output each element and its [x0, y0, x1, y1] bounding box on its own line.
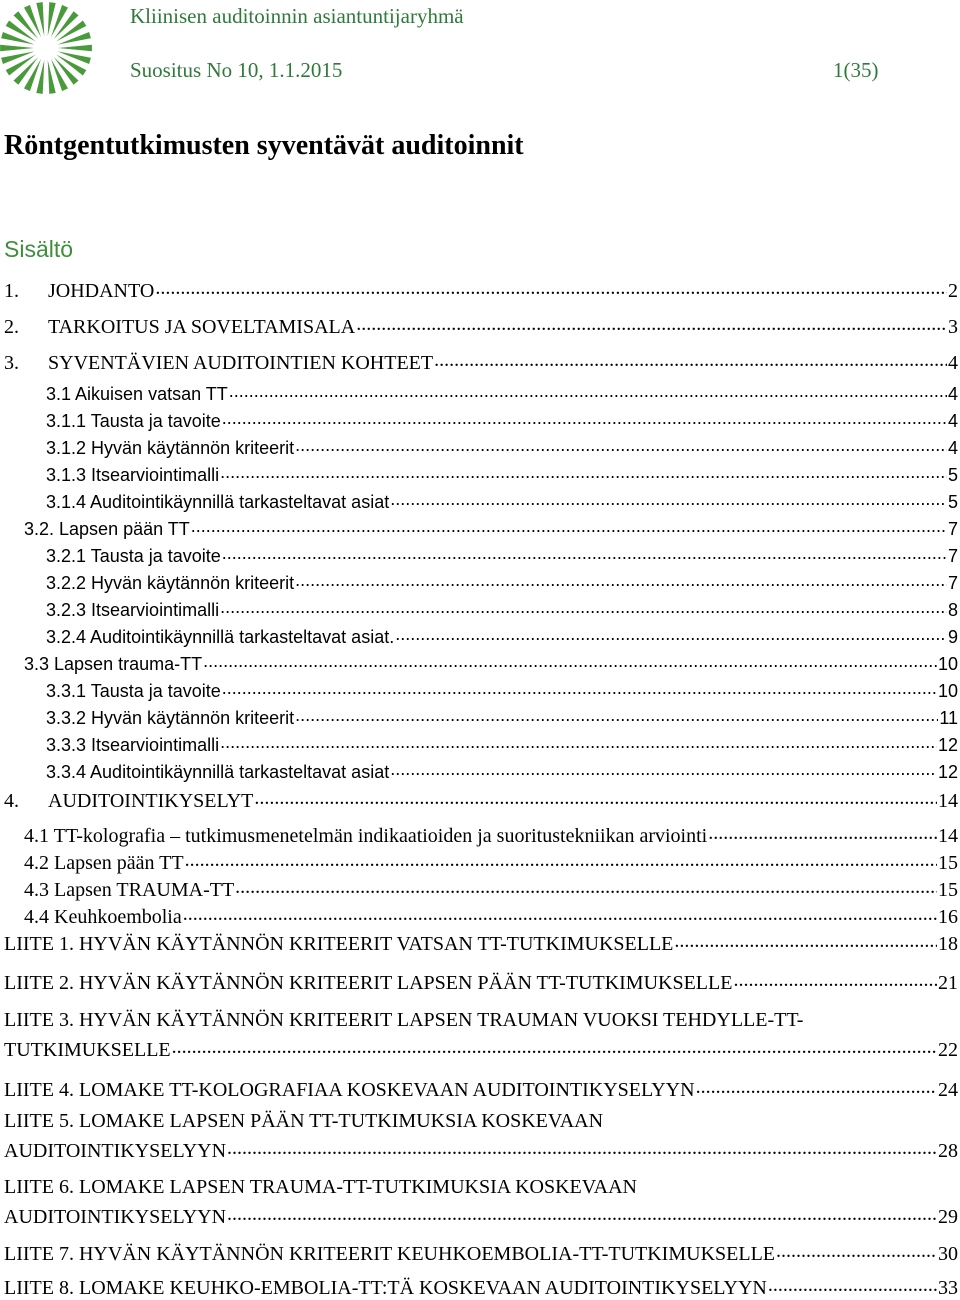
toc-entry-label: LIITE 4. LOMAKE TT-KOLOGRAFIAA KOSKEVAAN AUDITOINTIKYSELYYN [4, 1079, 695, 1101]
toc-dot-leader [227, 1203, 937, 1223]
toc-entry[interactable] [24, 517, 958, 540]
toc-entry-number: 4. [4, 790, 19, 812]
toc-entry-label: 3.1.1 Tausta ja tavoite [46, 411, 221, 431]
page-indicator: 1(35) [833, 58, 879, 82]
toc-entry[interactable] [4, 930, 958, 953]
toc-dot-leader [254, 787, 937, 807]
toc-entry[interactable] [46, 463, 958, 486]
toc-entry[interactable] [46, 733, 958, 756]
toc-entry[interactable] [46, 544, 958, 567]
toc-entry-page: 8 [947, 600, 958, 620]
recommendation-number: Suositus No 10, 1.1.2015 [130, 58, 343, 82]
toc-entry-label: LIITE 8. LOMAKE KEUHKO-EMBOLIA-TT:TÄ KOSKEVAAN AUDITOINTIKYSELYYN [4, 1277, 767, 1299]
toc-entry[interactable] [46, 571, 958, 594]
toc-entry[interactable] [24, 849, 958, 872]
toc-entry-page: 15 [938, 879, 958, 901]
toc-entry-label: 3.1.3 Itsearviointimalli [46, 465, 220, 485]
toc-entry-label: 3.3.2 Hyvän käytännön kriteerit [46, 708, 295, 728]
toc-dot-leader [733, 969, 937, 989]
toc-entry[interactable] [24, 876, 958, 899]
toc-entry-label: LIITE 7. HYVÄN KÄYTÄNNÖN KRITEERIT KEUHKOEMBOLIA-TT-TUTKIMUKSELLE [4, 1243, 775, 1265]
toc-entry-page: 10 [937, 681, 958, 701]
toc-entry[interactable] [4, 1240, 958, 1263]
toc-entry-page: 7 [947, 573, 958, 593]
toc-entry-number: 1. [4, 280, 19, 302]
toc-dot-leader [235, 876, 937, 896]
toc-entry[interactable] [24, 903, 958, 926]
toc-entry-label: 3.2.3 Itsearviointimalli [46, 600, 220, 620]
toc-entry[interactable] [24, 652, 958, 675]
toc-entry[interactable] [46, 760, 958, 783]
toc-entry-first-line: LIITE 5. LOMAKE LAPSEN PÄÄN TT-TUTKIMUKSIA KOSKEVAAN [4, 1110, 604, 1132]
toc-dot-leader [674, 930, 937, 950]
toc-entry[interactable] [4, 969, 958, 992]
toc-entry-label: TARKOITUS JA SOVELTAMISALA [48, 316, 356, 338]
toc-entry-number: 3. [4, 352, 19, 374]
toc-entry-label: 4.1 TT-kolografia – tutkimusmenetelmän indikaatioiden ja suoritustekniikan arviointi [24, 825, 708, 847]
toc-entry-label: LIITE 2. HYVÄN KÄYTÄNNÖN KRITEERIT LAPSEN PÄÄN TT-TUTKIMUKSELLE [4, 972, 733, 994]
toc-dot-leader [708, 822, 937, 842]
toc-entry-page: 4 [947, 438, 958, 458]
toc-entry-page: 21 [938, 972, 958, 994]
toc-entry-page: 4 [948, 352, 958, 374]
toc-dot-leader [220, 598, 947, 616]
toc-entry-page: 7 [947, 519, 958, 539]
toc-entry-page: 14 [938, 790, 958, 812]
toc-entry[interactable] [4, 1274, 958, 1297]
toc-entry[interactable] [4, 1036, 958, 1059]
toc-dot-leader [696, 1076, 937, 1096]
toc-entry-label: 4.2 Lapsen pään TT [24, 852, 184, 874]
toc-entry-label: 4.4 Keuhkoembolia [24, 906, 182, 928]
toc-entry-label: 3.1.4 Auditointikäynnillä tarkasteltavat asiat [46, 492, 390, 512]
toc-entry-label: 3.3.1 Tausta ja tavoite [46, 681, 221, 701]
toc-dot-leader [295, 706, 938, 724]
toc-entry-page: 22 [938, 1039, 958, 1061]
toc-entry-label: JOHDANTO [48, 280, 155, 302]
toc-dot-leader [229, 382, 947, 400]
toc-entry-label: 3.3 Lapsen trauma-TT [24, 654, 203, 674]
toc-entry-page: 10 [937, 654, 958, 674]
toc-dot-leader [220, 733, 937, 751]
toc-entry[interactable] [4, 1203, 958, 1226]
toc-dot-leader [295, 436, 947, 454]
toc-entry-page: 30 [938, 1243, 958, 1265]
toc-entry-label: 3.3.3 Itsearviointimalli [46, 735, 220, 755]
toc-entry-page: 4 [947, 384, 958, 404]
toc-entry[interactable] [4, 349, 958, 372]
toc-entry-page: 12 [937, 762, 958, 782]
toc-entry[interactable] [4, 787, 958, 810]
toc-dot-leader [222, 544, 947, 562]
toc-dot-leader [356, 313, 947, 333]
toc-entry[interactable] [46, 490, 958, 513]
toc-entry[interactable] [4, 277, 958, 300]
toc-entry[interactable] [46, 409, 958, 432]
toc-entry-page: 12 [937, 735, 958, 755]
toc-entry[interactable] [24, 822, 958, 845]
toc-entry-page: 5 [947, 465, 958, 485]
toc-dot-leader [185, 849, 937, 869]
toc-entry-label: 3.2.4 Auditointikäynnillä tarkasteltavat asiat. [46, 627, 395, 647]
toc-entry-label: 3.1.2 Hyvän käytännön kriteerit [46, 438, 295, 458]
toc-entry[interactable] [4, 1076, 958, 1099]
toc-entry-label: 4.3 Lapsen TRAUMA-TT [24, 879, 235, 901]
toc-entry-page: 33 [938, 1277, 958, 1299]
organization-name: Kliinisen auditoinnin asiantuntijaryhmä [130, 4, 464, 28]
toc-entry-first-line: LIITE 3. HYVÄN KÄYTÄNNÖN KRITEERIT LAPSEN TRAUMAN VUOKSI TEHDYLLE-TT- [4, 1009, 804, 1031]
toc-entry-page: 18 [938, 933, 958, 955]
toc-dot-leader [222, 409, 947, 427]
toc-dot-leader [227, 1137, 937, 1157]
toc-dot-leader [390, 760, 937, 778]
toc-dot-leader [191, 517, 947, 535]
toc-dot-leader [434, 349, 947, 369]
toc-entry-page: 4 [947, 411, 958, 431]
toc-dot-leader [203, 652, 937, 670]
toc-entry-label: 3.3.4 Auditointikäynnillä tarkasteltavat asiat [46, 762, 390, 782]
toc-heading: Sisältö [4, 236, 74, 262]
toc-entry-number: 2. [4, 316, 19, 338]
toc-entry-page: 3 [948, 316, 958, 338]
document-title: Röntgentutkimusten syventävät auditoinnit [4, 130, 524, 161]
toc-entry-label: TUTKIMUKSELLE [4, 1039, 171, 1061]
toc-entry[interactable] [4, 313, 958, 336]
toc-dot-leader [776, 1240, 937, 1260]
toc-entry-page: 7 [947, 546, 958, 566]
toc-entry-page: 5 [947, 492, 958, 512]
toc-entry[interactable] [4, 1137, 958, 1160]
toc-entry-page: 11 [939, 708, 958, 728]
toc-dot-leader [768, 1274, 937, 1294]
toc-entry[interactable] [46, 436, 958, 459]
toc-entry-label: AUDITOINTIKYSELYT [48, 790, 254, 812]
toc-entry[interactable] [46, 679, 958, 702]
toc-dot-leader [222, 679, 937, 697]
toc-dot-leader [395, 625, 947, 643]
toc-entry-label: AUDITOINTIKYSELYYN [4, 1140, 227, 1162]
toc-dot-leader [295, 571, 947, 589]
toc-entry-label: 3.1 Aikuisen vatsan TT [46, 384, 228, 404]
toc-entry[interactable] [46, 706, 958, 729]
toc-entry-page: 2 [948, 280, 958, 302]
toc-entry-page: 24 [938, 1079, 958, 1101]
toc-entry-page: 28 [938, 1140, 958, 1162]
toc-entry[interactable] [46, 625, 958, 648]
toc-entry-label: 3.2.2 Hyvän käytännön kriteerit [46, 573, 295, 593]
toc-entry-label: SYVENTÄVIEN AUDITOINTIEN KOHTEET [48, 352, 434, 374]
toc-dot-leader [172, 1036, 937, 1056]
toc-entry[interactable] [46, 598, 958, 621]
toc-dot-leader [155, 277, 947, 297]
toc-entry-label: 3.2.1 Tausta ja tavoite [46, 546, 221, 566]
toc-entry-label: LIITE 1. HYVÄN KÄYTÄNNÖN KRITEERIT VATSAN TT-TUTKIMUKSELLE [4, 933, 674, 955]
toc-entry-page: 9 [947, 627, 958, 647]
toc-entry-page: 14 [938, 825, 958, 847]
toc-dot-leader [220, 463, 947, 481]
toc-entry-page: 16 [938, 906, 958, 928]
toc-dot-leader [183, 903, 937, 923]
toc-entry-page: 29 [938, 1206, 958, 1228]
toc-entry-first-line: LIITE 6. LOMAKE LAPSEN TRAUMA-TT-TUTKIMUKSIA KOSKEVAAN [4, 1176, 637, 1198]
toc-entry-page: 15 [938, 852, 958, 874]
toc-dot-leader [390, 490, 947, 508]
toc-entry-label: 3.2. Lapsen pään TT [24, 519, 190, 539]
toc-entry-label: AUDITOINTIKYSELYYN [4, 1206, 227, 1228]
toc-entry[interactable] [46, 382, 958, 405]
